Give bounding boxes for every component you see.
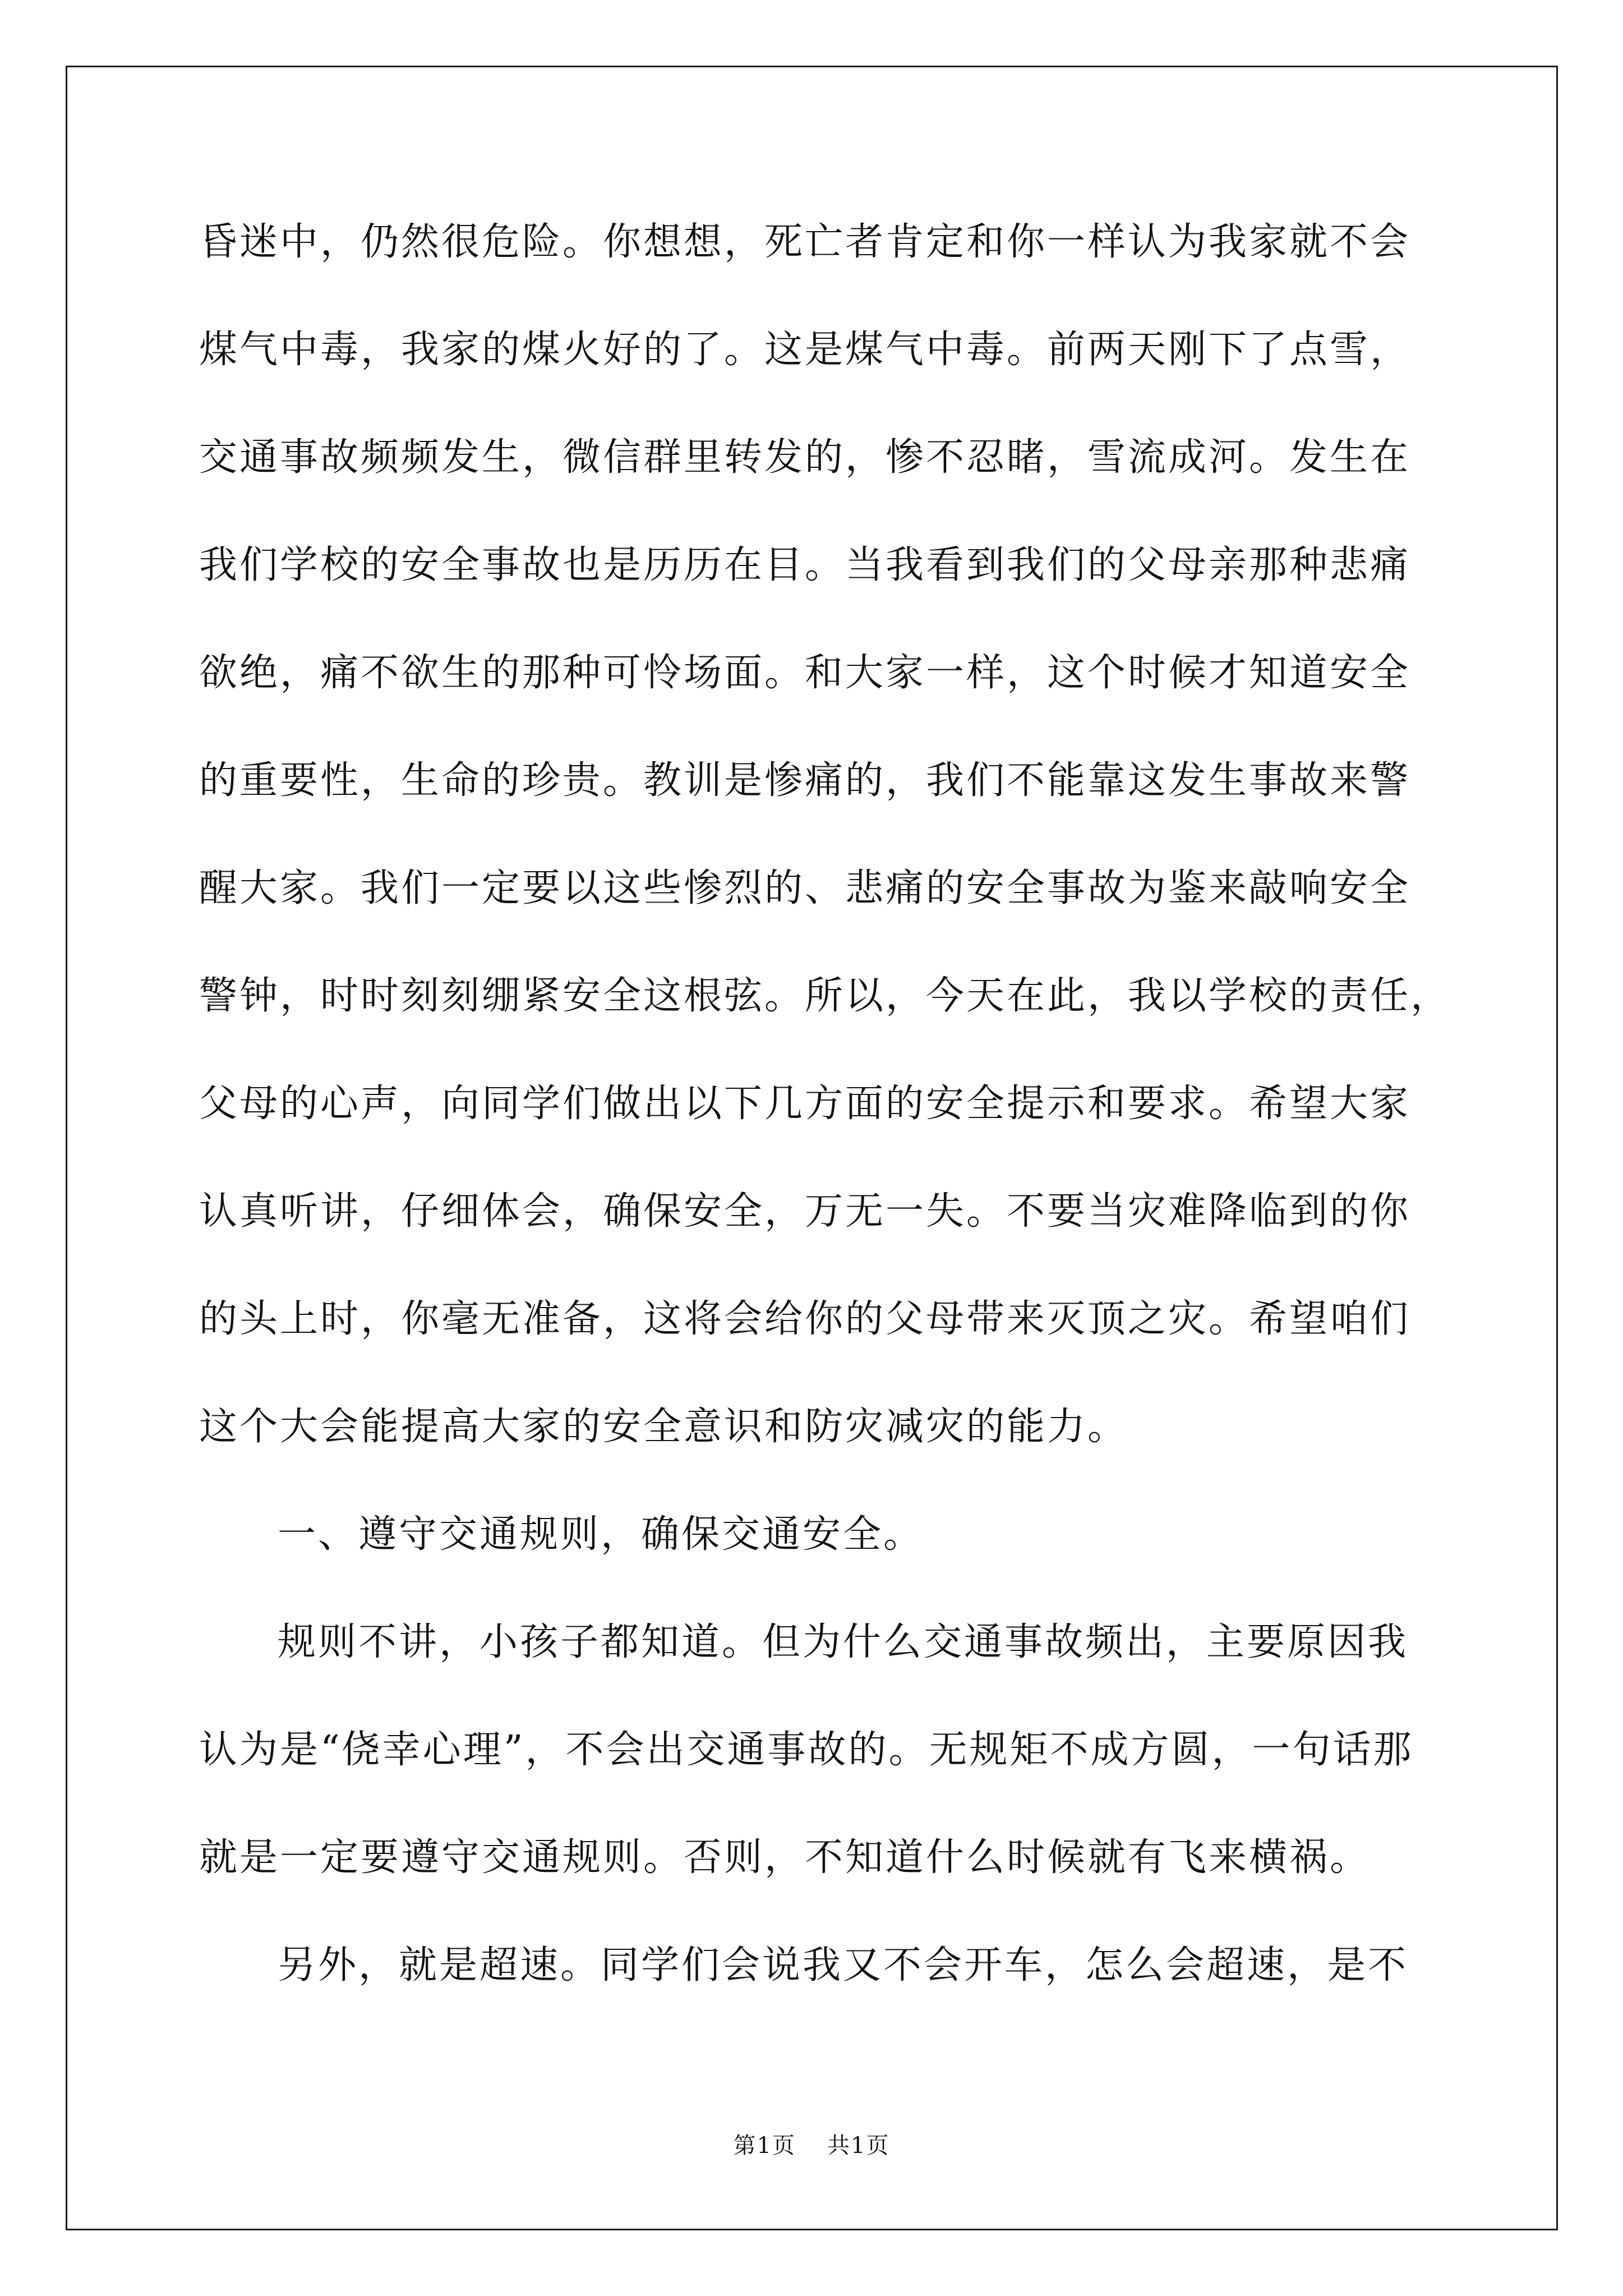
text-line: 就是一定要遵守交通规则。否则，不知道什么时候就有飞来横祸。 (199, 1835, 1371, 1880)
page-footer (0, 2132, 1623, 2160)
text-line: 欲绝，痛不欲生的那种可怜场面。和大家一样，这个时候才知道安全 (199, 651, 1411, 695)
text-line: 的重要性，生命的珍贵。教训是惨痛的，我们不能靠这发生事故来警 (199, 758, 1411, 803)
text-line: 认真听讲，仔细体会，确保安全，万无一失。不要当灾难降临到的你 (199, 1189, 1411, 1234)
text-line: 交通事故频频发生，微信群里转发的，惨不忍睹，雪流成河。发生在 (199, 435, 1411, 480)
text-line: 醒大家。我们一定要以这些惨烈的、悲痛的安全事故为鉴来敲响安全 (199, 866, 1411, 910)
text-line: 我们学校的安全事故也是历历在目。当我看到我们的父母亲那种悲痛 (199, 543, 1411, 587)
document-body (199, 214, 1467, 2045)
text-line: 父母的心声，向同学们做出以下几方面的安全提示和要求。希望大家 (199, 1082, 1411, 1126)
section-heading: 一、遵守交通规则，确保交通安全。 (278, 1512, 924, 1557)
text-line: 认为是“侥幸心理”，不会出交通事故的。无规矩不成方圆，一句话那 (199, 1728, 1414, 1772)
text-line: 这个大会能提高大家的安全意识和防灾减灾的能力。 (199, 1405, 1128, 1449)
text-line: 的头上时，你毫无准备，这将会给你的父母带来灭顶之灾。希望咱们 (199, 1297, 1411, 1341)
text-line: 警钟，时时刻刻绷紧安全这根弦。所以，今天在此，我以学校的责任， (199, 974, 1451, 1018)
text-line: 另外，就是超速。同学们会说我又不会开车，怎么会超速，是不 (278, 1943, 1409, 1987)
text-line: 昏迷中，仍然很危险。你想想，死亡者肯定和你一样认为我家就不会 (199, 220, 1411, 264)
text-line: 煤气中毒，我家的煤火好的了。这是煤气中毒。前两天刚下了点雪， (199, 328, 1411, 372)
text-line: 规则不讲，小孩子都知道。但为什么交通事故频出，主要原因我 (278, 1620, 1409, 1664)
page-total: 共1页 (827, 2133, 890, 2159)
page-number: 第1页 (733, 2133, 796, 2159)
